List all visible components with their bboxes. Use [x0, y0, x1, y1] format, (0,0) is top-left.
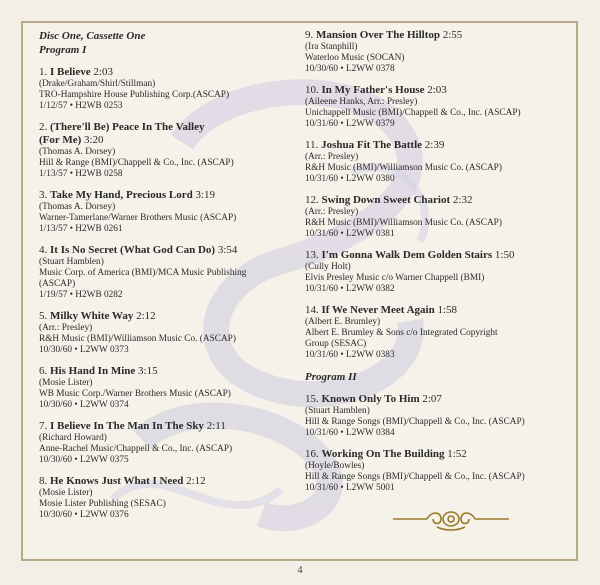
track-title-line	[305, 393, 570, 406]
track-title: I Believe In The Man In The Sky	[50, 420, 204, 432]
track-credit-line: WB Music Corp./Warner Brothers Music (ASCAP)	[39, 389, 231, 399]
track-title-line	[39, 244, 304, 257]
track-credit-line: TRO-Hampshire House Publishing Corp.(ASCAP)	[39, 90, 230, 100]
track-number: 14.	[305, 304, 319, 316]
track-credit-line: (ASCAP)	[39, 279, 76, 289]
track-credit-line: Hill & Range Songs (BMI)/Chappell & Co., Inc. (ASCAP)	[305, 417, 525, 427]
track-entry	[305, 448, 570, 494]
track-credit-line: Warner-Tamerlane/Warner Brothers Music (ASCAP)	[39, 213, 237, 223]
track-number: 10.	[305, 84, 319, 96]
track-title: Known Only To Him	[321, 393, 420, 405]
track-duration: 2:39	[424, 139, 445, 151]
track-credit-line: 10/31/60 • L2WW 0381	[305, 229, 395, 239]
track-number: 2.	[39, 121, 48, 133]
track-entry	[39, 310, 304, 356]
track-credit-line: 10/31/60 • L2WW 0380	[305, 174, 395, 184]
track-credit-line: 10/31/60 • L2WW 5001	[305, 483, 395, 493]
track-credit-line: Hill & Range Songs (BMI)/Chappell & Co., Inc. (ASCAP)	[305, 472, 525, 482]
track-title: His Hand In Mine	[50, 365, 136, 377]
track-duration: 2:55	[442, 29, 463, 41]
track-title-line	[39, 189, 304, 202]
track-title-line	[39, 66, 304, 79]
track-duration: 3:15	[138, 365, 158, 377]
track-title: Joshua Fit The Battle	[321, 139, 423, 151]
track-duration: 2:12	[186, 475, 206, 487]
track-title: I'm Gonna Walk Dem Golden Stairs	[321, 249, 493, 261]
track-credit-line: Albert E. Brumley & Sons c/o Integrated Copyright	[305, 328, 498, 338]
track-title-line	[39, 420, 304, 433]
track-duration: 3:54	[217, 244, 238, 256]
track-credit-line: Elvis Presley Music c/o Warner Chappell (BMI)	[305, 273, 485, 283]
track-entry	[39, 365, 304, 411]
track-number: 8.	[39, 475, 48, 487]
page-number: 4	[297, 565, 303, 576]
left-column	[39, 29, 304, 521]
track-credit-line: Unichappell Music (BMI)/Chappell & Co., Inc. (ASCAP)	[305, 108, 521, 118]
track-credit-line: Anne-Rachel Music/Chappell & Co., Inc. (ASCAP)	[39, 444, 233, 454]
track-credit-line: (Thomas A. Dorsey)	[39, 147, 116, 157]
track-title: Milky White Way	[50, 310, 134, 322]
track-title-line	[39, 365, 304, 378]
right-column	[305, 29, 570, 494]
track-number: 1.	[39, 66, 48, 78]
disc-heading: Disc One, Cassette One	[39, 30, 146, 42]
track-credit-line: 10/31/60 • L2WW 0382	[305, 284, 395, 294]
track-title-line	[305, 139, 570, 152]
track-credit-line: (Mosie Lister)	[39, 378, 93, 388]
track-credit-line: 1/13/57 • H2WB 0258	[39, 169, 123, 179]
track-duration: 2:11	[206, 420, 226, 432]
track-credit-line: (Ira Stanphill)	[305, 42, 358, 52]
track-title-line	[39, 134, 304, 147]
track-number: 9.	[305, 29, 314, 41]
track-number: 6.	[39, 365, 48, 377]
track-duration: 2:07	[422, 393, 442, 405]
track-title: Working On The Building	[321, 448, 445, 460]
track-credit-line: 10/31/60 • L2WW 0383	[305, 350, 395, 360]
track-entry	[305, 29, 570, 75]
track-title-line	[305, 249, 570, 262]
booklet-frame	[21, 21, 578, 561]
track-duration: 2:32	[452, 194, 473, 206]
track-credit-line: 1/13/57 • H2WB 0261	[39, 224, 123, 234]
track-title-line	[39, 121, 304, 134]
track-credit-line: R&H Music (BMI)/Williamson Music Co. (ASCAP)	[305, 163, 502, 173]
track-number: 16.	[305, 448, 319, 460]
track-credit-line: (Mosie Lister)	[39, 488, 93, 498]
track-credit-line: Hill & Range (BMI)/Chappell & Co., Inc. (ASCAP)	[39, 158, 234, 168]
track-title: Take My Hand, Precious Lord	[50, 189, 193, 201]
track-credit-line: Mosie Lister Publishing (SESAC)	[39, 499, 166, 509]
track-credit-line: (Drake/Graham/Shirl/Stillman)	[39, 79, 156, 89]
track-credit-line: (Arr.: Presley)	[305, 152, 359, 162]
track-credit-line: (Cully Holt)	[305, 262, 351, 272]
track-number: 11.	[305, 139, 319, 151]
track-title: He Knows Just What I Need	[50, 475, 184, 487]
track-entry	[39, 244, 304, 301]
track-credit-line: Music Corp. of America (BMI)/MCA Music Publishing	[39, 268, 247, 278]
track-entry	[305, 304, 570, 361]
track-credit-line: 1/12/57 • H2WB 0253	[39, 101, 123, 111]
track-number: 7.	[39, 420, 48, 432]
track-entry	[305, 84, 570, 130]
track-number: 5.	[39, 310, 48, 322]
track-duration: 1:58	[437, 304, 458, 316]
program-2-heading: Program II	[305, 371, 357, 383]
right-track-list-program-2	[305, 393, 570, 494]
track-credit-line: (Hoyle/Bowles)	[305, 461, 365, 471]
track-number: 12.	[305, 194, 319, 206]
track-title: If We Never Meet Again	[321, 304, 435, 316]
track-title-line	[305, 194, 570, 207]
track-entry	[39, 475, 304, 521]
track-number: 3.	[39, 189, 48, 201]
track-credit-line: (Albert E. Brumley)	[305, 317, 381, 327]
track-credit-line: (Richard Howard)	[39, 433, 107, 443]
track-credit-line: R&H Music (BMI)/Williamson Music Co. (ASCAP)	[39, 334, 236, 344]
track-credit-line: (Arr.: Presley)	[39, 323, 93, 333]
track-credit-line: 1/19/57 • H2WB 0282	[39, 290, 123, 300]
track-credit-line: (Arr.: Presley)	[305, 207, 359, 217]
track-credit-line: (Thomas A. Dorsey)	[39, 202, 116, 212]
track-credit-line: 10/30/60 • L2WW 0375	[39, 455, 129, 465]
track-entry	[305, 393, 570, 439]
track-duration: 1:50	[494, 249, 515, 261]
track-credit-line: 10/30/60 • L2WW 0373	[39, 345, 129, 355]
track-title: In My Father's House	[321, 84, 425, 96]
track-duration: 2:12	[136, 310, 156, 322]
track-title-continued: (For Me)	[39, 134, 82, 146]
track-credit-line: Group (SESAC)	[305, 339, 367, 349]
scroll-ornament-icon	[391, 505, 511, 533]
track-entry	[39, 121, 304, 180]
track-credit-line: (Stuart Hamblen)	[305, 406, 370, 416]
track-duration: 3:20	[84, 134, 104, 146]
program-1-heading: Program I	[39, 44, 87, 56]
track-title-line	[305, 84, 570, 97]
track-title: Mansion Over The Hilltop	[316, 29, 440, 41]
track-entry	[39, 66, 304, 112]
track-entry	[305, 139, 570, 185]
track-title-line	[39, 310, 304, 323]
track-title: It Is No Secret (What God Can Do)	[50, 244, 216, 256]
track-duration: 2:03	[93, 66, 113, 78]
track-credit-line: 10/30/60 • L2WW 0376	[39, 510, 129, 520]
track-credit-line: (Aileene Hanks, Arr.: Presley)	[305, 97, 418, 107]
right-track-list-program-1	[305, 29, 570, 361]
track-duration: 3:19	[195, 189, 216, 201]
left-track-list	[39, 66, 304, 521]
track-credit-line: 10/31/60 • L2WW 0384	[305, 428, 395, 438]
track-number: 13.	[305, 249, 319, 261]
track-number: 15.	[305, 393, 319, 405]
track-duration: 1:52	[447, 448, 467, 460]
track-title: (There'll Be) Peace In The Valley	[50, 121, 205, 133]
track-credit-line: 10/31/60 • L2WW 0379	[305, 119, 395, 129]
track-number: 4.	[39, 244, 48, 256]
track-title-line	[39, 475, 304, 488]
track-title-line	[305, 448, 570, 461]
track-entry	[39, 189, 304, 235]
track-credit-line: 10/30/60 • L2WW 0374	[39, 400, 129, 410]
track-duration: 2:03	[427, 84, 447, 96]
track-entry	[39, 420, 304, 466]
track-entry	[305, 249, 570, 295]
track-title: Swing Down Sweet Chariot	[321, 194, 451, 206]
track-credit-line: R&H Music (BMI)/Williamson Music Co. (ASCAP)	[305, 218, 502, 228]
track-credit-line: Waterloo Music (SOCAN)	[305, 53, 405, 63]
track-credit-line: (Stuart Hamblen)	[39, 257, 104, 267]
track-credit-line: 10/30/60 • L2WW 0378	[305, 64, 395, 74]
track-title: I Believe	[50, 66, 91, 78]
track-title-line	[305, 304, 570, 317]
track-entry	[305, 194, 570, 240]
track-title-line	[305, 29, 570, 42]
